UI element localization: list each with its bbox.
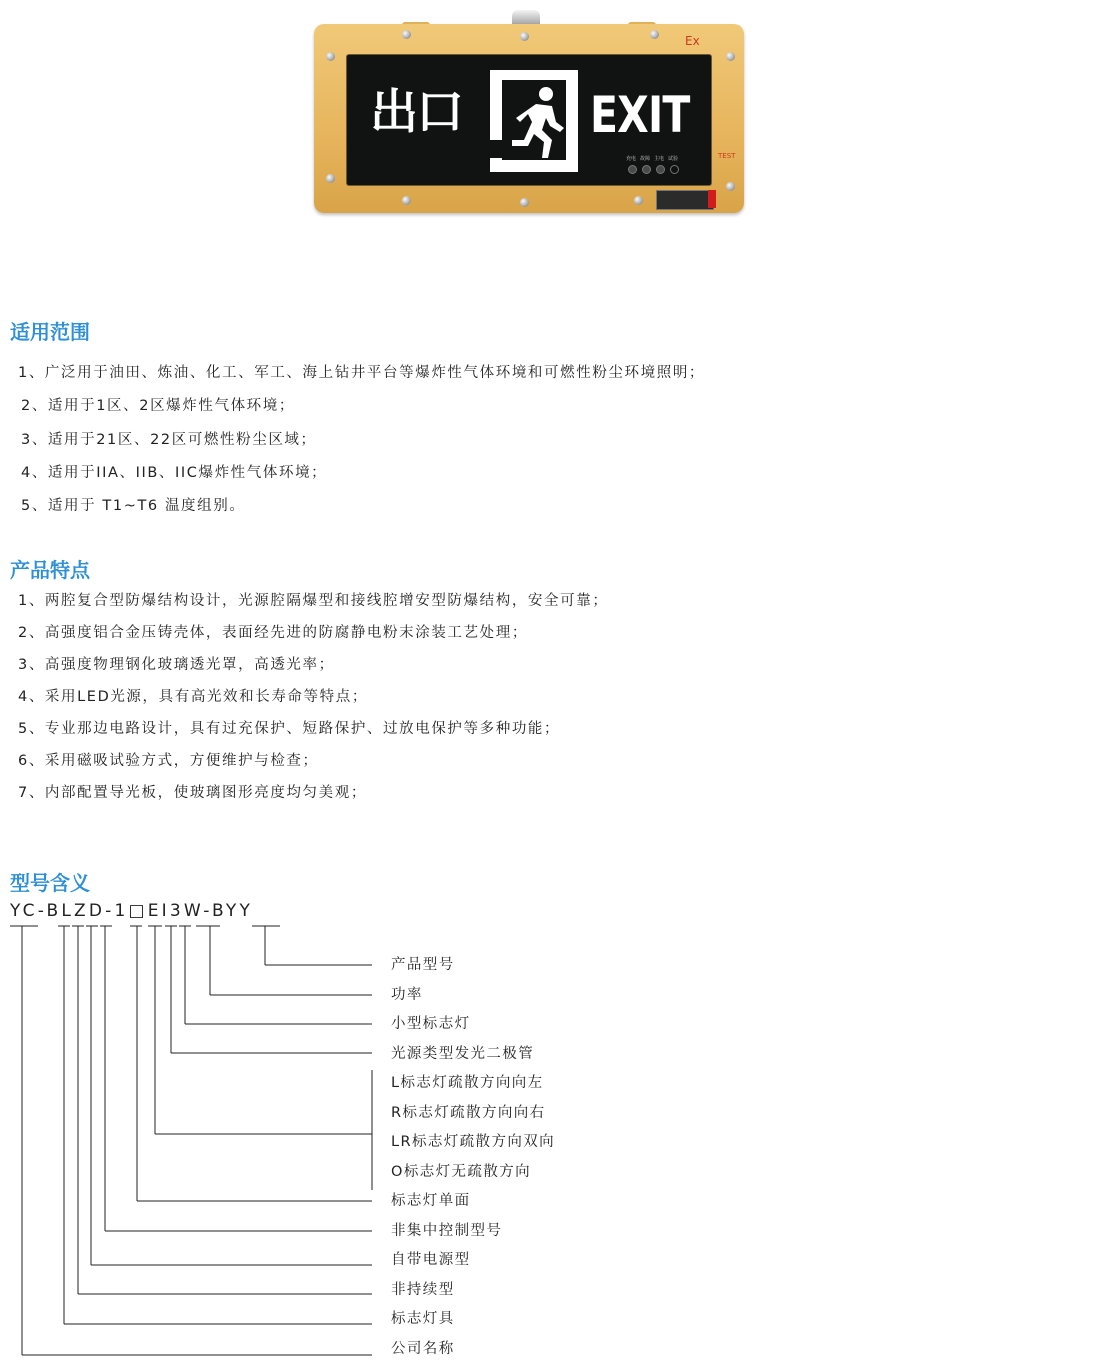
list-item: 1、广泛用于油田、炼油、化工、军工、海上钻井平台等爆炸性气体环境和可燃性粉尘环境照明； bbox=[18, 365, 706, 381]
list-item: 3、适用于21区、22区可燃性粉尘区域； bbox=[21, 432, 317, 448]
list-item: 7、内部配置导光板，使玻璃图形亮度均匀美观； bbox=[18, 785, 367, 801]
model-meaning: 标志灯具 bbox=[391, 1311, 455, 1327]
list-item: 5、专业那边电路设计，具有过充保护、短路保护、过放电保护等多种功能； bbox=[18, 721, 561, 737]
indicator-led bbox=[670, 165, 679, 174]
screw bbox=[726, 182, 735, 191]
test-button-marker bbox=[708, 190, 716, 208]
screw bbox=[520, 198, 529, 207]
model-meaning: 标志灯单面 bbox=[391, 1193, 471, 1209]
list-item: 5、适用于 T1~T6 温度组别。 bbox=[21, 498, 246, 514]
indicator-led bbox=[642, 165, 651, 174]
model-meaning: 公司名称 bbox=[391, 1341, 455, 1357]
indicator-label: 试验 bbox=[668, 156, 679, 162]
section-title-model: 型号含义 bbox=[10, 871, 90, 895]
screw bbox=[726, 52, 735, 61]
product-photo bbox=[314, 10, 744, 213]
test-label: TEST bbox=[718, 152, 736, 160]
sign-text-en: EXIT bbox=[590, 86, 690, 144]
screw bbox=[402, 30, 411, 39]
model-meaning: LR标志灯疏散方向双向 bbox=[391, 1134, 556, 1150]
screw bbox=[650, 30, 659, 39]
sign-text-cn: 出口 bbox=[370, 84, 463, 140]
model-meaning: L标志灯疏散方向向左 bbox=[391, 1075, 544, 1091]
model-meaning: 功率 bbox=[391, 987, 423, 1003]
indicator-led bbox=[628, 165, 637, 174]
list-item: 1、两腔复合型防爆结构设计，光源腔隔爆型和接线腔增安型防爆结构，安全可靠； bbox=[18, 593, 609, 609]
model-meaning: 非集中控制型号 bbox=[391, 1223, 503, 1239]
screw bbox=[326, 174, 335, 183]
running-man-icon bbox=[486, 66, 582, 176]
model-meaning: 自带电源型 bbox=[391, 1252, 471, 1268]
ex-mark: Ex bbox=[685, 34, 700, 48]
list-item: 2、适用于1区、2区爆炸性气体环境； bbox=[21, 398, 295, 414]
model-meaning: 产品型号 bbox=[391, 957, 455, 973]
section-title-features: 产品特点 bbox=[10, 558, 90, 582]
screw bbox=[520, 32, 529, 41]
model-code: YC-BLZD-1□EI3W-BYY bbox=[10, 901, 254, 921]
indicator-label: 充电 bbox=[626, 156, 637, 162]
list-item: 4、适用于IIA、IIB、IIC爆炸性气体环境； bbox=[21, 465, 328, 481]
list-item: 2、高强度铝合金压铸壳体，表面经先进的防腐静电粉末涂装工艺处理； bbox=[18, 625, 528, 641]
indicator-led bbox=[656, 165, 665, 174]
section-title-scope: 适用范围 bbox=[10, 320, 90, 344]
model-meaning: O标志灯无疏散方向 bbox=[391, 1164, 532, 1180]
indicator-label: 故障 bbox=[640, 156, 651, 162]
model-meaning: 小型标志灯 bbox=[391, 1016, 471, 1032]
model-meaning: 光源类型发光二极管 bbox=[391, 1046, 535, 1062]
list-item: 3、高强度物理钢化玻璃透光罩，高透光率； bbox=[18, 657, 335, 673]
list-item: 4、采用LED光源，具有高光效和长寿命等特点； bbox=[18, 689, 368, 705]
screw bbox=[634, 196, 643, 205]
indicator-label: 主电 bbox=[654, 156, 665, 162]
rating-plate bbox=[656, 190, 714, 210]
model-meaning: R标志灯疏散方向向右 bbox=[391, 1105, 546, 1121]
model-meaning: 非持续型 bbox=[391, 1282, 455, 1298]
screw bbox=[326, 52, 335, 61]
screw bbox=[402, 196, 411, 205]
list-item: 6、采用磁吸试验方式，方便维护与检查； bbox=[18, 753, 319, 769]
